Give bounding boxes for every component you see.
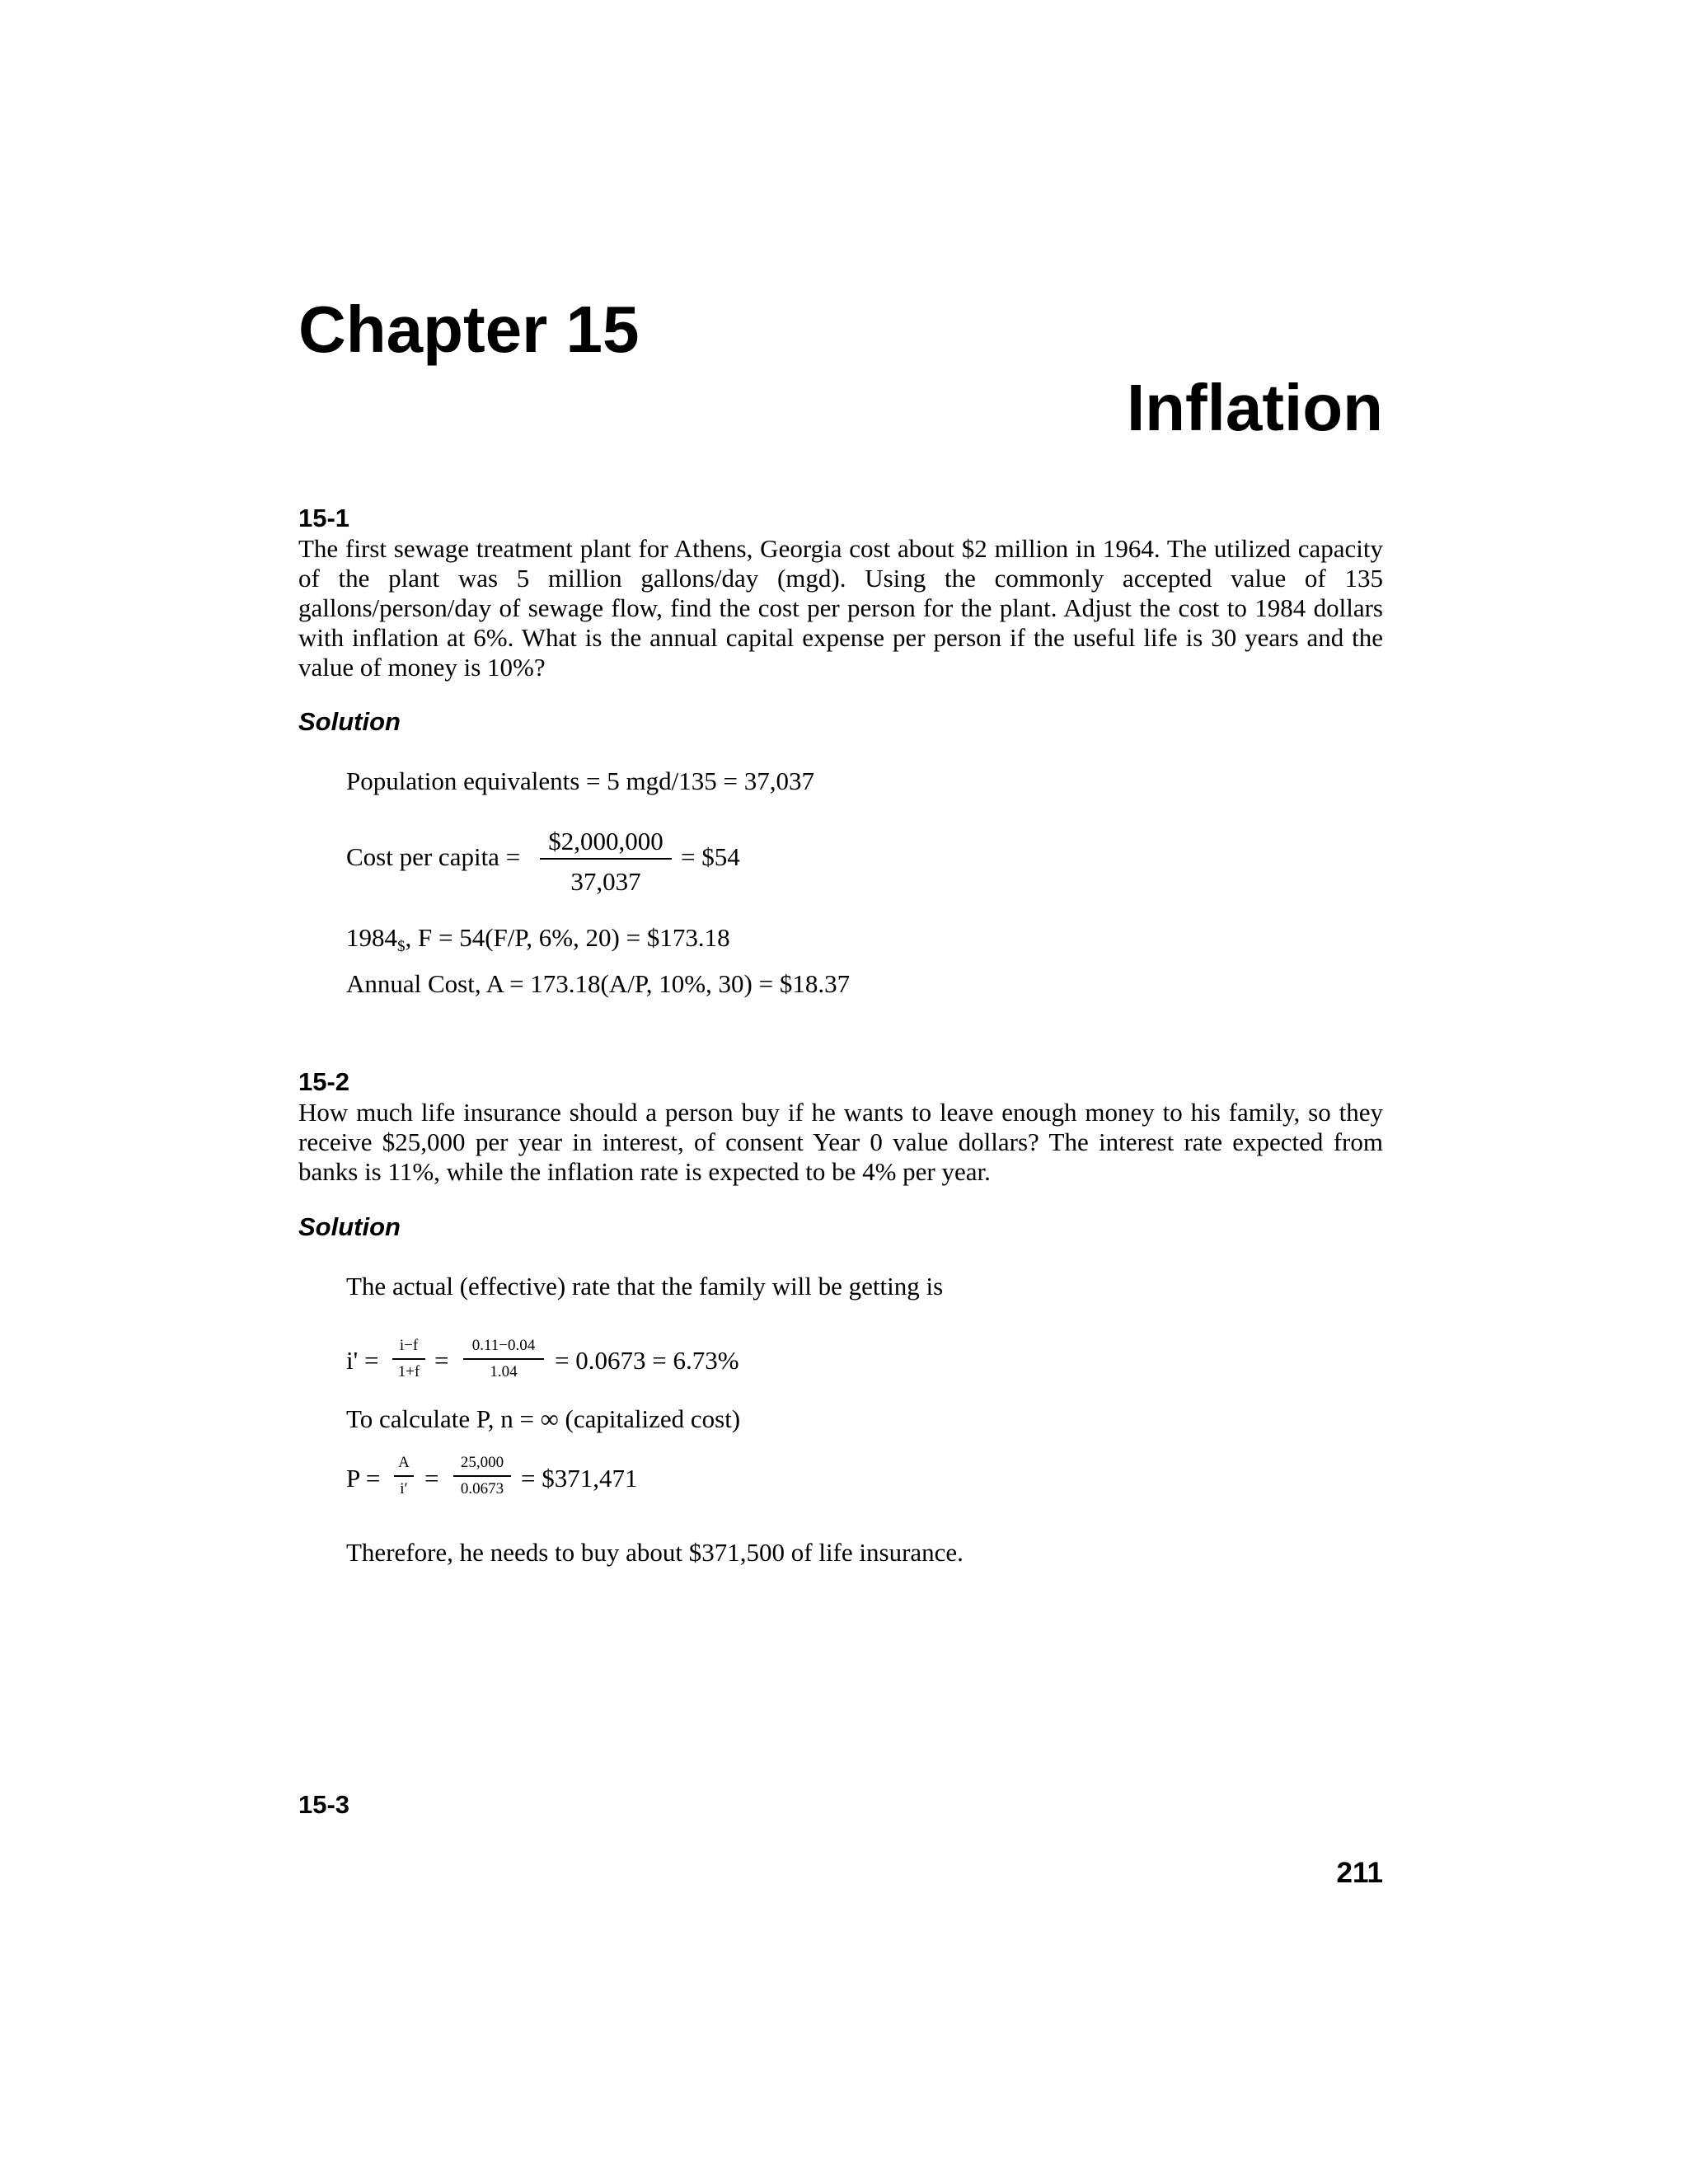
cost-denominator: 37,037 [570, 867, 641, 896]
p-frac2-denominator: 0.0673 [460, 1480, 504, 1497]
fraction-bar [394, 1475, 414, 1477]
p-frac2-numerator: 25,000 [460, 1454, 504, 1471]
solution-heading: Solution [298, 1212, 401, 1241]
page-number: 211 [1336, 1857, 1383, 1889]
problem-number: 15-1 [298, 504, 350, 532]
p-result: = $371,471 [521, 1464, 638, 1493]
intro-line: The actual (effective) rate that the family will be getting is [346, 1272, 944, 1301]
p-frac1-numerator: A [398, 1454, 410, 1471]
chapter-label: Chapter 15 [298, 293, 640, 366]
problem-number: 15-3 [298, 1790, 350, 1819]
problem-number: 15-2 [298, 1067, 350, 1096]
cost-result: = $54 [681, 842, 740, 871]
i-label: i' = [346, 1346, 379, 1375]
i-frac1-numerator: i−f [399, 1337, 419, 1354]
i-frac2-denominator: 1.04 [490, 1363, 518, 1380]
cost-label: Cost per capita = [346, 842, 521, 871]
future-subscript: $ [397, 938, 406, 955]
cost-numerator: $2,000,000 [548, 827, 663, 855]
solution-heading: Solution [298, 707, 401, 736]
conclusion: Therefore, he needs to buy about $371,500 of life insurance. [346, 1538, 964, 1567]
annual-cost-equation: Annual Cost, A = 173.18(A/P, 10%, 30) = $18.37 [346, 969, 851, 998]
future-year: 1984 [346, 923, 397, 952]
i-frac1-denominator: 1+f [397, 1363, 420, 1380]
problem-statement: How much life insurance should a person buy if he wants to leave enough money to his family, so they receive $25,000 per year in interest, of consent Year 0 value dollars? The interest rate expected from banks is 11%, while the inflation rate is expected to be 4% per year. [298, 1098, 1383, 1186]
i-result: = 0.0673 = 6.73% [555, 1346, 739, 1375]
i-frac2-numerator: 0.11−0.04 [471, 1337, 536, 1354]
equals-sign: = [434, 1346, 449, 1375]
p-label: P = [346, 1464, 381, 1493]
fraction-bar [540, 858, 672, 860]
population-equation: Population equivalents = 5 mgd/135 = 37,037 [346, 766, 814, 795]
chapter-title: Inflation [1126, 371, 1383, 444]
fraction-bar [453, 1475, 511, 1477]
p-frac1-denominator: i′ [400, 1480, 408, 1497]
future-value-equation [346, 925, 730, 954]
calc-line: To calculate P, n = ∞ (capitalized cost) [346, 1404, 741, 1433]
equals-sign: = [424, 1464, 439, 1493]
fraction-bar [463, 1358, 544, 1360]
problem-statement: The first sewage treatment plant for Athens, Georgia cost about $2 million in 1964. The utilized capacity of the plant was 5 million gallons/day (mgd). Using the commonly accepted value of 135 gallons/person/day of sewage flow, find the cost per person for the plant. Adjust the cost to 1984 dollars with inflation at 6%. What is the annual capital expense per person if the useful life is 30 years and the value of money is 10%? [298, 534, 1383, 682]
future-rest: , F = 54(F/P, 6%, 20) = $173.18 [405, 923, 730, 952]
fraction-bar [392, 1358, 425, 1360]
